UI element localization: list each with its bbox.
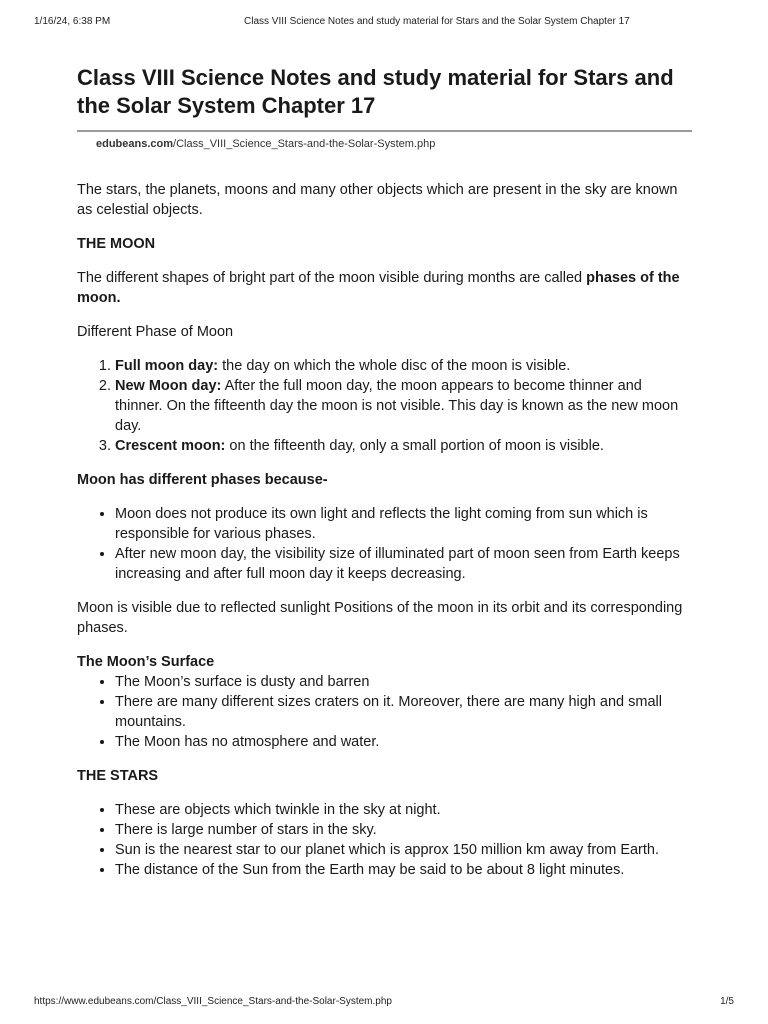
page-title: Class VIII Science Notes and study material for Stars and the Solar System Chapter 17 [77,65,674,118]
list-item: • Sun is the nearest star to our planet which is approx 150 million km away from Earth. [115,840,692,860]
source-link[interactable] [96,138,692,150]
phase-term: Crescent moon: [115,438,226,454]
surface-list [77,672,692,752]
list-item [115,436,692,456]
article [77,64,692,880]
phase-term: Full moon day: [115,358,219,374]
phase-text: the day on which the whole disc of the moon is visible. [218,358,571,374]
phase-text: on the fifteenth day, only a small portion of moon is visible. [225,438,604,454]
visible-paragraph: Moon is visible due to reflected sunlight Positions of the moon in its orbit and its corresponding phases. [77,600,683,636]
phases-text: The different shapes of bright part of the moon visible during months are called [77,270,587,286]
list-item: • The Moon’s surface is dusty and barren [115,672,692,692]
list-item: • After new moon day, the visibility size of illuminated part of moon seen from Earth keeps increasing and after full moon day it keeps decreasing. [115,544,692,584]
source-path[interactable]: /Class_VIII_Science_Stars-and-the-Solar-System.php [173,138,436,150]
phase-text: After the full moon day, the moon appears to become thinner and thinner. On the fifteenth day the moon is not visible. This day is known as the new moon day. [115,378,679,434]
page-number: 1/5 [720,996,734,1007]
intro-paragraph: The stars, the planets, moons and many other objects which are present in the sky are known as celestial objects. [77,182,678,218]
stars-list [77,800,692,880]
different-phase-label: Different Phase of Moon [77,324,234,340]
because-heading: Moon has different phases because- [77,472,328,488]
list-item: • The distance of the Sun from the Earth may be said to be about 8 light minutes. [115,860,692,880]
title-divider [77,130,692,132]
source-domain[interactable]: edubeans.com [96,138,174,150]
list-item [115,356,692,376]
print-datetime: 1/16/24, 6:38 PM [34,16,111,27]
print-url: https://www.edubeans.com/Class_VIII_Science_Stars-and-the-Solar-System.php [34,996,392,1007]
list-item: • The Moon has no atmosphere and water. [115,732,692,752]
list-item [115,376,692,436]
phase-list [77,356,692,456]
phase-term: New Moon day: [115,378,222,394]
stars-heading: THE STARS [77,768,159,784]
surface-heading: The Moon’s Surface [77,654,215,670]
list-item: • Moon does not produce its own light and reflects the light coming from sun which is responsible for various phases. [115,504,692,544]
print-doc-title: Class VIII Science Notes and study material for Stars and the Solar System Chapter 17 [244,16,630,27]
list-item: • There are many different sizes craters on it. Moreover, there are many high and small mountains. [115,692,692,732]
because-list [77,504,692,584]
list-item: • There is large number of stars in the sky. [115,820,692,840]
list-item: • These are objects which twinkle in the sky at night. [115,800,692,820]
phases-paragraph [77,268,692,308]
moon-heading: THE MOON [77,236,156,252]
phases-bold: phases of the moon. [77,270,680,306]
